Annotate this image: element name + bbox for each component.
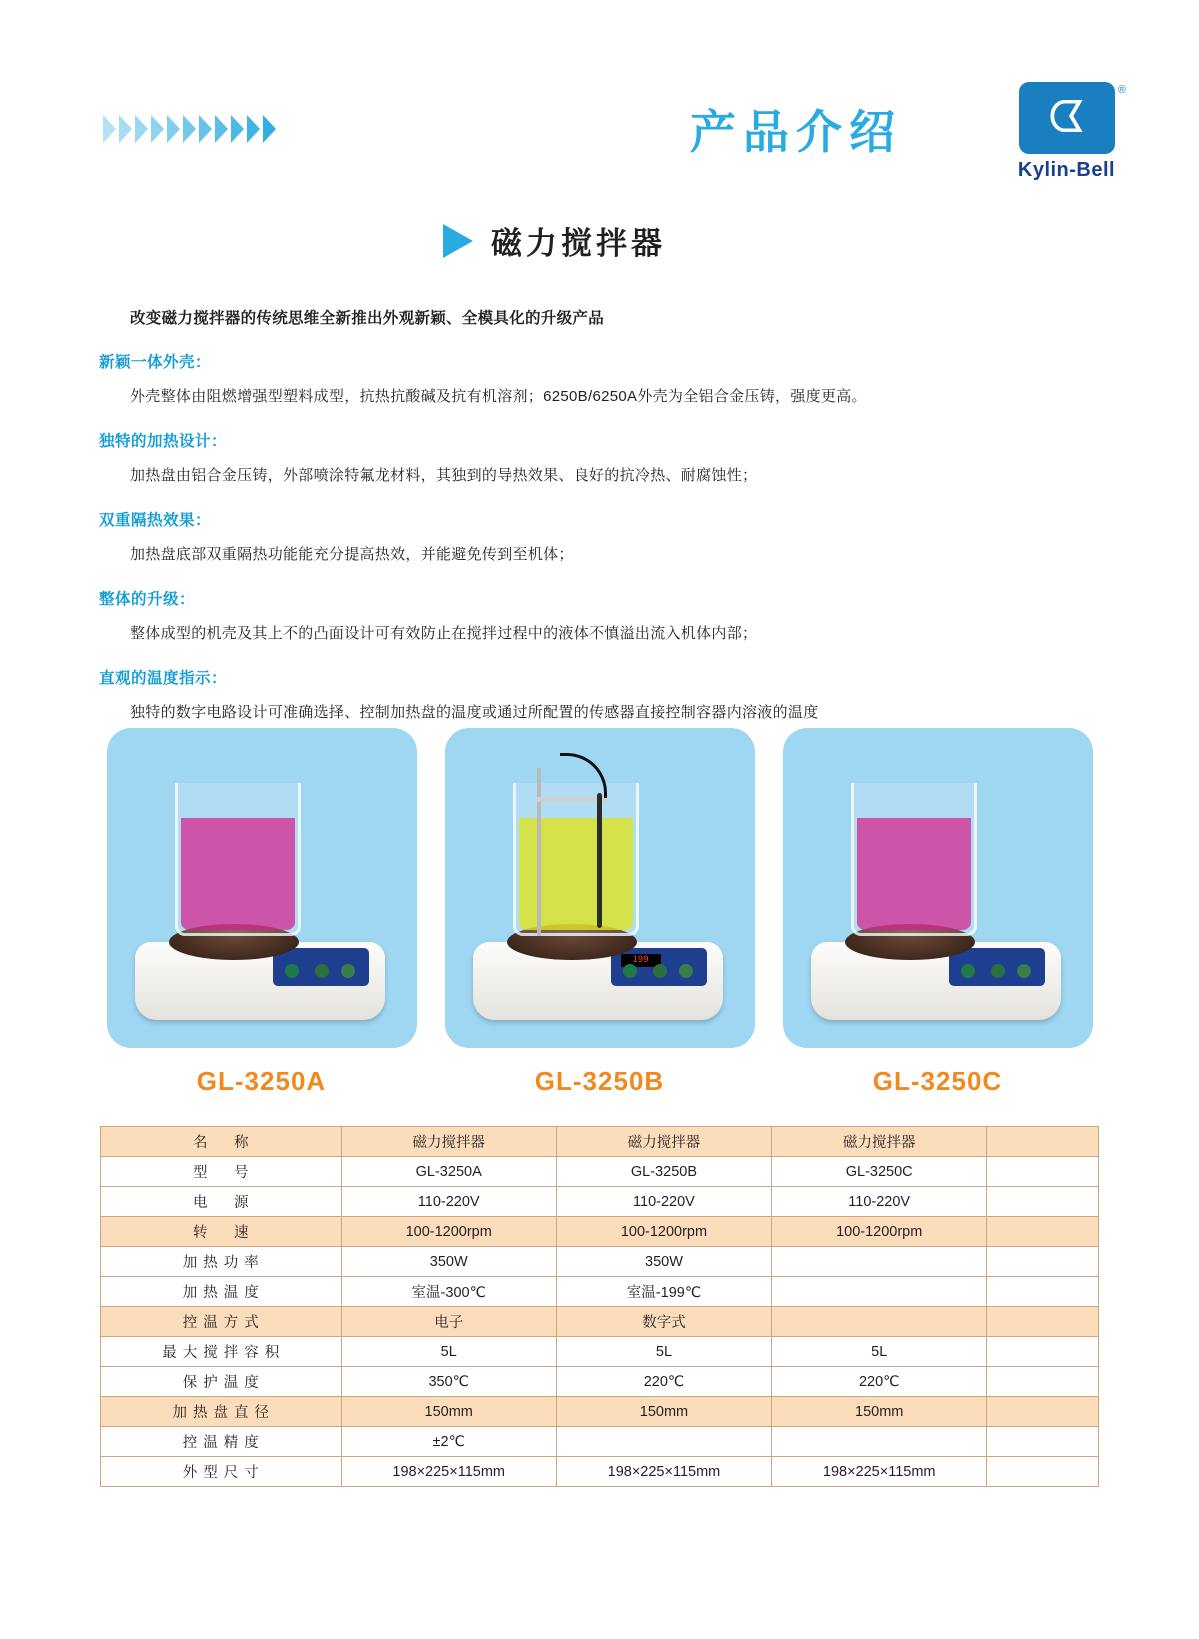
table-cell: 5L — [341, 1337, 556, 1367]
speed-knob — [315, 964, 329, 978]
table-cell: 350W — [556, 1247, 771, 1277]
arrow-icon — [247, 115, 260, 143]
arrow-icon — [215, 115, 228, 143]
table-row-label: 加热盘直径 — [101, 1397, 342, 1427]
product-card — [107, 728, 417, 1097]
table-row-label: 控温方式 — [101, 1307, 342, 1337]
arrow-icon — [151, 115, 164, 143]
table-cell — [987, 1307, 1099, 1337]
feature-section — [0, 666, 1199, 722]
triangle-bullet-icon — [443, 224, 473, 258]
table-cell: 150mm — [556, 1397, 771, 1427]
product-caption: GL-3250A — [196, 1066, 327, 1096]
table-cell: 198×225×115mm — [772, 1457, 987, 1487]
heat-knob — [341, 964, 355, 978]
arrow-icon — [231, 115, 244, 143]
brand-name: Kylin-Bell — [1017, 159, 1116, 181]
table-row — [101, 1427, 1099, 1457]
swirl-glyph: ᗧ — [1048, 92, 1085, 143]
description-content — [0, 306, 1199, 745]
table-row — [101, 1307, 1099, 1337]
table-cell: 磁力搅拌器 — [341, 1127, 556, 1157]
table-cell — [987, 1427, 1099, 1457]
beaker-liquid — [857, 818, 971, 930]
table-cell: 100-1200rpm — [556, 1217, 771, 1247]
arrow-icon — [199, 115, 212, 143]
product-card — [445, 728, 755, 1097]
table-cell: 220℃ — [772, 1367, 987, 1397]
control-panel — [273, 948, 369, 986]
power-knob — [961, 964, 975, 978]
feature-body: 独特的数字电路设计可准确选择、控制加热盘的温度或通过所配置的传感器直接控制容器内溶液的温度 — [130, 704, 819, 721]
table-cell: 350℃ — [341, 1367, 556, 1397]
table-cell — [987, 1187, 1099, 1217]
table-cell: 100-1200rpm — [772, 1217, 987, 1247]
table-cell — [987, 1397, 1099, 1427]
registered-trademark-icon: ® — [1117, 84, 1126, 96]
table-row — [101, 1457, 1099, 1487]
table-cell: 350W — [341, 1247, 556, 1277]
table-row — [101, 1127, 1099, 1157]
beaker-liquid — [181, 818, 295, 930]
product-cards — [0, 728, 1199, 1097]
table-cell: 室温-199℃ — [556, 1277, 771, 1307]
feature-section — [0, 587, 1199, 643]
feature-body: 整体成型的机壳及其上不的凸面设计可有效防止在搅拌过程中的液体不慎溢出流入机体内部； — [130, 625, 758, 642]
product-caption: GL-3250C — [872, 1066, 1003, 1096]
table-cell: 150mm — [341, 1397, 556, 1427]
table-cell: GL-3250C — [772, 1157, 987, 1187]
table-cell — [987, 1277, 1099, 1307]
page-title: 产品介绍 — [690, 106, 902, 158]
table-cell: 198×225×115mm — [341, 1457, 556, 1487]
table-cell — [987, 1367, 1099, 1397]
table-row — [101, 1187, 1099, 1217]
table-cell — [987, 1247, 1099, 1277]
table-row — [101, 1157, 1099, 1187]
table-cell — [987, 1127, 1099, 1157]
power-knob — [285, 964, 299, 978]
table-row-label: 加热温度 — [101, 1277, 342, 1307]
feature-heading: 新颖一体外壳： — [99, 354, 212, 371]
arrow-icon — [103, 115, 116, 143]
table-cell: GL-3250A — [341, 1157, 556, 1187]
table-cell — [987, 1157, 1099, 1187]
arrow-icon — [263, 115, 276, 143]
product-title: 磁力搅拌器 — [491, 226, 666, 261]
beaker — [513, 783, 639, 936]
table-cell: 数字式 — [556, 1307, 771, 1337]
product-caption: GL-3250B — [534, 1066, 665, 1096]
table-row-label: 保护温度 — [101, 1367, 342, 1397]
table-row-label: 电 源 — [101, 1187, 342, 1217]
table-cell: 198×225×115mm — [556, 1457, 771, 1487]
table-row-label: 转 速 — [101, 1217, 342, 1247]
table-row-label: 最大搅拌容积 — [101, 1337, 342, 1367]
temperature-probe — [597, 793, 602, 928]
table-cell: 110-220V — [341, 1187, 556, 1217]
power-knob — [623, 964, 637, 978]
table-cell — [772, 1307, 987, 1337]
feature-section — [0, 429, 1199, 485]
table-row-label: 型 号 — [101, 1157, 342, 1187]
probe-cable — [560, 753, 607, 798]
table-cell — [772, 1277, 987, 1307]
product-title-row — [443, 218, 666, 263]
table-cell — [987, 1217, 1099, 1247]
decorative-arrows — [103, 115, 279, 143]
probe-stand — [537, 768, 541, 936]
arrow-icon — [167, 115, 180, 143]
table-row — [101, 1277, 1099, 1307]
table-row — [101, 1337, 1099, 1367]
table-row — [101, 1217, 1099, 1247]
speed-knob — [991, 964, 1005, 978]
table-cell: 220℃ — [556, 1367, 771, 1397]
table-cell: 110-220V — [772, 1187, 987, 1217]
table-cell: 磁力搅拌器 — [772, 1127, 987, 1157]
table-cell: 室温-300℃ — [341, 1277, 556, 1307]
table-cell — [772, 1427, 987, 1457]
feature-section — [0, 350, 1199, 406]
heat-knob — [679, 964, 693, 978]
feature-heading: 直观的温度指示： — [99, 670, 228, 687]
heat-knob — [1017, 964, 1031, 978]
feature-heading: 独特的加热设计： — [99, 433, 228, 450]
table-row-label: 控温精度 — [101, 1427, 342, 1457]
table-row — [101, 1397, 1099, 1427]
table-row — [101, 1367, 1099, 1397]
control-panel — [949, 948, 1045, 986]
table-cell: 磁力搅拌器 — [556, 1127, 771, 1157]
table-cell: 电子 — [341, 1307, 556, 1337]
table-cell: 5L — [772, 1337, 987, 1367]
control-panel — [611, 948, 707, 986]
beaker — [175, 783, 301, 936]
temperature-display: 199 — [621, 954, 661, 967]
arrow-icon — [183, 115, 196, 143]
table-cell: GL-3250B — [556, 1157, 771, 1187]
table-row-label: 外型尺寸 — [101, 1457, 342, 1487]
table-cell — [556, 1427, 771, 1457]
brand-logo — [999, 82, 1134, 182]
product-photo-gl3250b — [445, 728, 755, 1048]
product-photo-gl3250c — [783, 728, 1093, 1048]
speed-knob — [653, 964, 667, 978]
feature-body: 加热盘底部双重隔热功能能充分提高热效，并能避免传到至机体； — [130, 546, 574, 563]
table-cell — [987, 1457, 1099, 1487]
table-cell: 110-220V — [556, 1187, 771, 1217]
table-row-label: 加热功率 — [101, 1247, 342, 1277]
beaker — [851, 783, 977, 936]
feature-body: 外壳整体由阻燃增强型塑料成型，抗热抗酸碱及抗有机溶剂；6250B/6250A外壳为全铝合金压铸，强度更高。 — [130, 388, 867, 405]
arrow-icon — [135, 115, 148, 143]
table-cell: 150mm — [772, 1397, 987, 1427]
table-cell — [987, 1337, 1099, 1367]
table-row — [101, 1247, 1099, 1277]
feature-section — [0, 508, 1199, 564]
brand-mark-icon — [1019, 82, 1115, 154]
specification-table — [100, 1126, 1099, 1487]
table-cell: ±2℃ — [341, 1427, 556, 1457]
arrow-icon — [119, 115, 132, 143]
page-header — [0, 70, 1199, 200]
feature-heading: 整体的升级： — [99, 591, 196, 608]
feature-heading: 双重隔热效果： — [99, 512, 212, 529]
lead-paragraph: 改变磁力搅拌器的传统思维全新推出外观新颖、全模具化的升级产品 — [130, 310, 605, 327]
table-cell: 5L — [556, 1337, 771, 1367]
table-cell: 100-1200rpm — [341, 1217, 556, 1247]
product-photo-gl3250a — [107, 728, 417, 1048]
product-card — [783, 728, 1093, 1097]
table-row-label: 名 称 — [101, 1127, 342, 1157]
table-cell — [772, 1247, 987, 1277]
feature-body: 加热盘由铝合金压铸，外部喷涂特氟龙材料，其独到的导热效果、良好的抗冷热、耐腐蚀性； — [130, 467, 758, 484]
